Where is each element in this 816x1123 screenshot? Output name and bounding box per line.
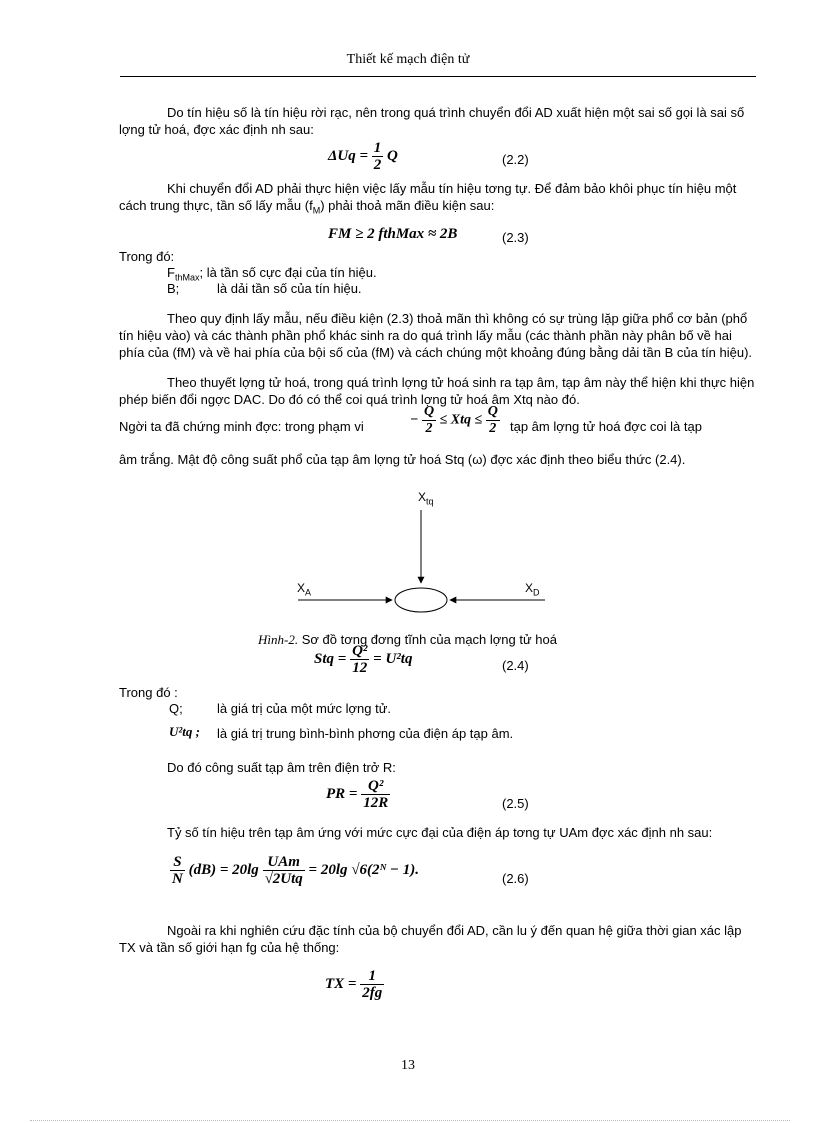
eq26-mid: (dB) = 20lg bbox=[188, 861, 259, 878]
def1-sub: thMax bbox=[174, 272, 200, 283]
paragraph-9: Ngoài ra khi nghiên cứu đặc tính của bộ chuyển đổi AD, cần lu ý đến quan hệ giữa thời gian xác lập TX và tần số giới hạn fg của hệ thống: bbox=[119, 923, 742, 955]
eq25-num: Q² bbox=[361, 778, 390, 795]
paragraph-3: Theo quy định lấy mẫu, nếu điều kiện (2.3) thoả mãn thì không có sự trùng lặp giữa phổ cơ bản (phổ tín hiệu vào) và các thành phần phổ khác sinh ra do quá trình lấy mẫu (các thành phần này phân bố về hai phía của (fM) và về hai phía của bội số của (fM) và cách chúng một khoảng đúng bằng dải tần B của tín hiệu). bbox=[119, 311, 753, 360]
xtq-sub: tq bbox=[426, 496, 434, 507]
def1-sym: F bbox=[167, 265, 175, 280]
eq24-den: 12 bbox=[352, 660, 368, 676]
eq22-tag: (2.2) bbox=[502, 152, 529, 167]
def2-text: là dải tần số của tín hiệu. bbox=[217, 281, 362, 296]
eq22-den: 2 bbox=[373, 157, 382, 173]
def4-sym: U²tq ; bbox=[169, 724, 200, 739]
range-num-right: Q bbox=[487, 404, 498, 419]
eq26-uam: UAm bbox=[263, 854, 305, 871]
eq25-tag: (2.5) bbox=[502, 796, 529, 811]
range-num-left: Q bbox=[423, 404, 435, 419]
label-xa bbox=[297, 581, 311, 597]
para2-end: ) phải thoả mãn điều kiện sau: bbox=[320, 198, 495, 213]
quantization-diagram bbox=[270, 488, 570, 628]
para5-start: Ngời ta đã chứng minh đợc: trong phạm vi bbox=[119, 419, 364, 434]
paragraph-1: Do tín hiệu số là tín hiệu rời rạc, nên trong quá trình chuyển đổi AD xuất hiện một sai số gọi là sai số lợng tử hoá, đợc xác định nh sau: bbox=[119, 105, 745, 137]
eq26-rhs: = 20lg √6(2ᴺ − 1). bbox=[308, 861, 419, 878]
range-minus: − bbox=[410, 412, 419, 428]
eq26-n: N bbox=[172, 871, 183, 887]
equation-2-2 bbox=[328, 140, 398, 173]
equation-2-5 bbox=[326, 778, 390, 811]
range-den-left: 2 bbox=[425, 421, 433, 436]
page-header: Thiết kế mạch điện tử bbox=[346, 52, 470, 67]
eq27-den: 2fg bbox=[362, 985, 383, 1001]
eq27-lhs: TX = bbox=[325, 975, 357, 992]
paragraph-4: Theo thuyết lợng tử hoá, trong quá trình lợng tử hoá sinh ra tạp âm, tạp âm này thể hiện khi thực hiện phép biến đổi ngợc DAC. Do đó có thể coi quá trình lợng tử hoá âm Xtq nào đó. bbox=[119, 375, 755, 407]
eq26-sqrt2utq: √2Utq bbox=[264, 871, 303, 887]
quantization-range bbox=[410, 404, 500, 437]
summing-node bbox=[395, 588, 447, 612]
paragraph-2 bbox=[119, 180, 759, 220]
xtq-main: X bbox=[418, 490, 427, 504]
caption-italic: Hình-2. bbox=[258, 632, 299, 647]
eq26-tag: (2.6) bbox=[502, 871, 529, 886]
xd-main: X bbox=[525, 581, 534, 595]
label-xtq bbox=[418, 490, 434, 506]
eq22-lhs: ΔUq = bbox=[328, 147, 369, 164]
eq24-tag: (2.4) bbox=[502, 658, 529, 673]
def3-text: là giá trị của một mức lợng tử. bbox=[217, 701, 392, 716]
eq24-num: Q² bbox=[352, 643, 368, 659]
para2-text: Khi chuyển đổi AD phải thực hiện việc lấy mẫu tín hiệu tơng tự. Để đảm bảo khôi phục tín hiệu một cách trung thực, tần số lấy mẫu (f bbox=[119, 181, 737, 213]
page-number: 13 bbox=[401, 1058, 415, 1073]
def1-text: ; là tần số cực đại của tín hiệu. bbox=[199, 265, 377, 280]
eq27-num: 1 bbox=[360, 968, 384, 985]
para5-end: tạp âm lợng tử hoá đợc coi là tạp bbox=[510, 419, 702, 434]
eq26-s: S bbox=[170, 854, 185, 871]
definition-fthmax bbox=[167, 265, 377, 283]
para2-sub: M bbox=[312, 205, 321, 216]
paragraph-6: âm trắng. Mật độ công suất phổ của tạp âm lợng tử hoá Stq (ω) đợc xác định theo biểu thức (2.4). bbox=[119, 452, 686, 467]
xa-main: X bbox=[297, 581, 306, 595]
def3-sym: Q; bbox=[169, 701, 183, 716]
range-den-right: 2 bbox=[489, 421, 497, 436]
paragraph-8: Tỷ số tín hiệu trên tạp âm ứng với mức cực đại của điện áp tơng tự UAm đợc xác định nh sau: bbox=[167, 825, 713, 840]
trong-do-label: Trong đó: bbox=[119, 249, 175, 264]
eq24-eq: = bbox=[373, 650, 382, 667]
xa-sub: A bbox=[305, 587, 312, 598]
eq25-lhs: PR = bbox=[326, 785, 358, 802]
caption-text: Sơ đồ tơng đơng tĩnh của mạch lợng tử hoá bbox=[298, 632, 557, 647]
equation-2-6 bbox=[170, 854, 419, 887]
range-mid: ≤ Xtq ≤ bbox=[439, 412, 483, 428]
eq25-den: 12R bbox=[363, 795, 389, 811]
equation-2-4 bbox=[314, 643, 412, 676]
eq24-rhs: U²tq bbox=[385, 650, 413, 667]
header-rule bbox=[120, 76, 756, 77]
equation-2-3: FM ≥ 2 fthMax ≈ 2B bbox=[328, 226, 458, 242]
paragraph-7: Do đó công suất tạp âm trên điện trở R: bbox=[167, 760, 396, 775]
footer-dotted-line bbox=[30, 1120, 790, 1121]
xd-sub: D bbox=[533, 587, 540, 598]
equation-2-7 bbox=[325, 968, 384, 1001]
def4-text: là giá trị trung bình-bình phơng của điện áp tạp âm. bbox=[217, 726, 514, 741]
eq24-lhs: Stq = bbox=[314, 650, 347, 667]
def2-sym: B; bbox=[167, 281, 180, 296]
label-xd bbox=[525, 581, 540, 597]
trong-do-2: Trong đó : bbox=[119, 685, 178, 700]
eq22-num: 1 bbox=[373, 140, 382, 156]
eq22-rhs: Q bbox=[387, 147, 398, 164]
eq23-tag: (2.3) bbox=[502, 230, 529, 245]
